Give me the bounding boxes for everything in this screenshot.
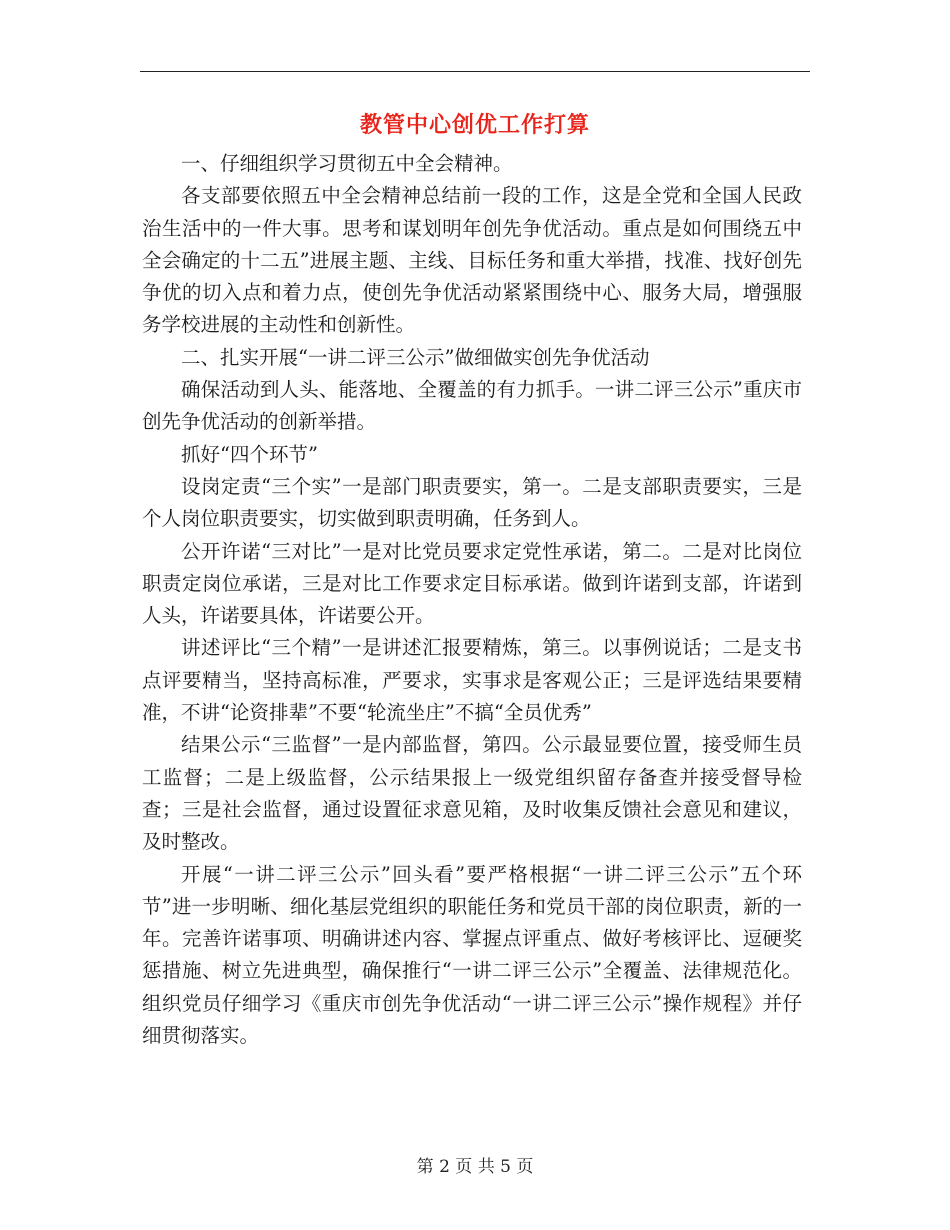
paragraph: 公开许诺“三对比”一是对比党员要求定党性承诺，第二。二是对比岗位职责定岗位承诺，三是对比工作要求定目标承诺。做到许诺到支部，许诺到人头，许诺要具体，许诺要公开。 [142,539,802,628]
paragraph: 确保活动到人头、能落地、全覆盖的有力抓手。一讲二评三公示”重庆市创先争优活动的创新举措。 [142,378,802,434]
paragraph: 二、扎实开展“一讲二评三公示”做细做实创先争优活动 [181,345,650,369]
header-rule [140,71,810,72]
page-number-footer: 第 2 页 共 5 页 [416,1157,534,1177]
document-title: 教管中心创优工作打算 [359,112,590,138]
paragraph: 抓好“四个环节” [181,442,318,466]
paragraph: 开展“一讲二评三公示”回头看”要严格根据“一讲二评三公示”五个环节”进一步明晰、细化基层党组织的职能任务和党员干部的岗位职责，新的一年。完善许诺事项、明确讲述内容、掌握点评重点、做好考核评比、逗硬奖惩措施、树立先进典型，确保推行“一讲二评三公示”全覆盖、法律规范化。组织党员仔细学习《重庆市创先争优活动“一讲二评三公示”操作规程》并仔细贯彻落实。 [142,862,802,1048]
paragraph: 各支部要依照五中全会精神总结前一段的工作，这是全党和全国人民政治生活中的一件大事。思考和谋划明年创先争优活动。重点是如何围绕五中全会确定的十二五”进展主题、主线、目标任务和重大举措，找准、找好创先争优的切入点和着力点，使创先争优活动紧紧围绕中心、服务大局，增强服务学校进展的主动性和创新性。 [142,184,802,337]
paragraph: 结果公示“三监督”一是内部监督，第四。公示最显要位置，接受师生员工监督；二是上级监督，公示结果报上一级党组织留存备查并接受督导检查；三是社会监督，通过设置征求意见箱，及时收集反馈社会意见和建议，及时整改。 [142,733,802,854]
paragraph: 讲述评比“三个精”一是讲述汇报要精炼，第三。以事例说话；二是支书点评要精当，坚持高标准，严要求，实事求是客观公正；三是评选结果要精准，不讲“论资排辈”不要“轮流坐庄”不搞“全员优秀” [142,636,802,725]
paragraph: 一、仔细组织学习贯彻五中全会精神。 [181,152,513,175]
paragraph: 设岗定责“三个实”一是部门职责要实，第一。二是支部职责要实，三是个人岗位职责要实，切实做到职责明确，任务到人。 [142,474,802,531]
document-body [142,148,802,1052]
